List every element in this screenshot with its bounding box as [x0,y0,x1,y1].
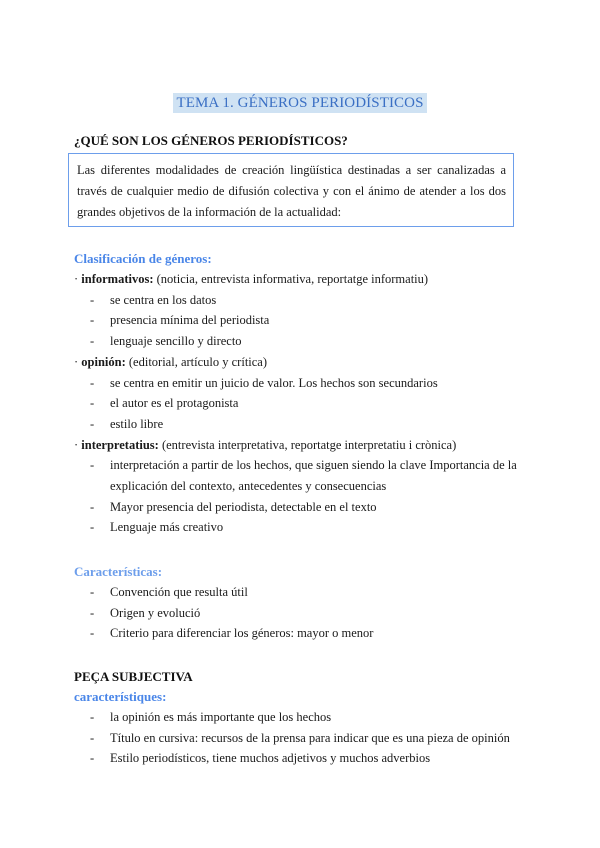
subjective-heading: PEÇA SUBJECTIVA [74,669,193,684]
list-item [74,310,534,331]
subjective-subheading: característiques: [74,689,167,704]
category-interpretatius [74,435,534,456]
list-item-text: lenguaje sencillo y directo [110,334,242,349]
characteristics-section [74,562,534,644]
characteristics-heading: Características: [74,564,163,579]
list-item [74,497,534,518]
definition-box: Las diferentes modalidades de creación lingüística destinadas a ser canalizadas a través de cualquier medio de difusión colectiva y con el ánimo de atender a los dos grandes objetivos de la información de la actualidad: [68,153,514,227]
list-item-text: Lenguaje más creativo [110,520,224,535]
dash-marker: - [90,458,95,473]
dash-marker: - [90,585,95,599]
dash-marker: - [90,416,95,431]
dash-marker: - [90,499,95,514]
list-item-text: la opinión es más importante que los hechos [110,710,332,724]
list-item [74,748,534,769]
list-item-text: Título en cursiva: recursos de la prensa para indicar que es una pieza de opinión [110,730,510,745]
question-heading: ¿QUÉ SON LOS GÉNEROS PERIODÍSTICOS? [74,133,348,148]
category-examples: (editorial, artículo y crítica) [128,354,268,369]
dash-marker: - [90,292,95,307]
category-bullet: · [74,437,79,452]
list-item [74,623,534,644]
page-title: TEMA 1. GÉNEROS PERIODÍSTICOS [173,93,426,113]
classification-section [74,249,534,538]
title-wrapper [0,93,600,113]
list-item-text: Criterio para diferenciar los géneros: mayor o menor [110,626,374,641]
list-item-text: Origen y evolució [110,605,201,620]
dash-marker: - [90,605,95,620]
classification-heading: Clasificación de géneros: [74,251,212,266]
list-item-text: se centra en los datos [110,292,217,307]
dash-marker: - [90,396,95,411]
list-item-text: Estilo periodísticos, tiene muchos adjetivos y muchos adverbios [110,751,431,766]
list-item [74,373,534,394]
category-opinion [74,352,534,373]
list-item [74,290,534,311]
dash-marker: - [90,375,95,390]
category-examples: (noticia, entrevista informativa, reportatge informatiu) [156,272,429,286]
category-name: interpretatius: [81,437,159,452]
list-item-text: Mayor presencia del periodista, detectable en el texto [110,499,377,514]
list-item [74,455,546,496]
dash-marker: - [90,313,95,328]
dash-marker: - [90,334,95,349]
category-name: informativos: [81,272,154,286]
list-item [74,582,534,603]
list-item-text: se centra en emitir un juicio de valor. Los hechos son secundarios [110,375,438,390]
dash-marker: - [90,710,95,724]
category-name: opinión: [81,354,126,369]
list-item [74,707,534,728]
dash-marker: - [90,520,95,535]
list-item [74,414,534,435]
category-examples: (entrevista interpretativa, reportatge interpretatiu i crònica) [161,437,457,452]
list-item [74,728,534,749]
list-item-text: presencia mínima del periodista [110,313,270,328]
category-informativos [74,269,534,290]
list-item [74,331,534,352]
list-item [74,393,534,414]
list-item-text: interpretación a partir de los hechos, que siguen siendo la clave Importancia de la explicación del contexto, antecedentes y consecuencias [110,458,517,494]
list-item-text: el autor es el protagonista [110,396,239,411]
list-item-text: estilo libre [110,416,164,431]
list-item-text: Convención que resulta útil [110,585,248,599]
list-item [74,517,534,538]
dash-marker: - [90,626,95,641]
list-item [74,603,534,624]
dash-marker: - [90,751,95,766]
dash-marker: - [90,730,95,745]
category-bullet: · [74,354,79,369]
subjective-section [74,667,534,769]
category-bullet: · [74,272,79,286]
